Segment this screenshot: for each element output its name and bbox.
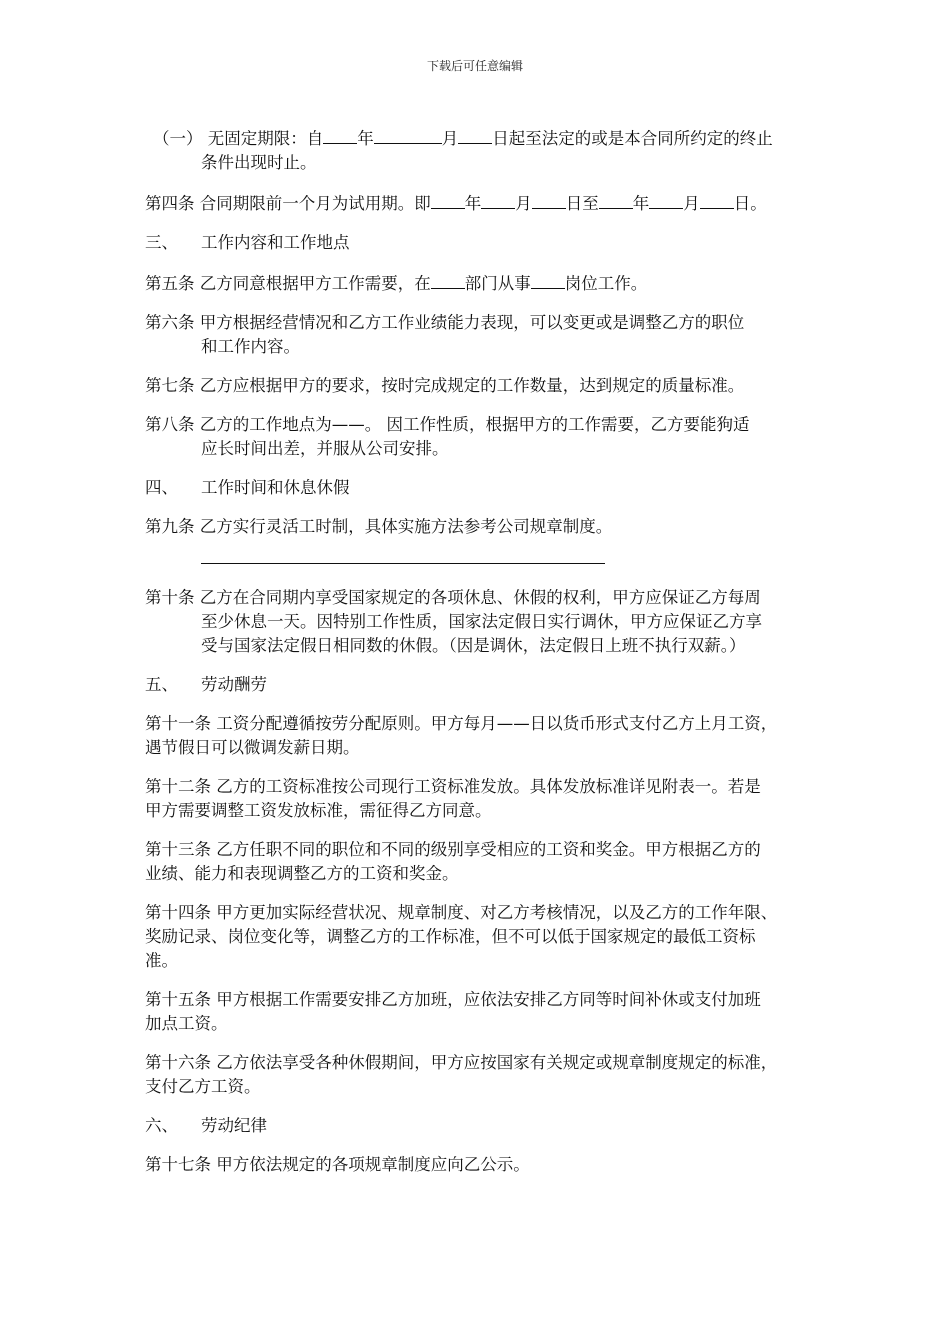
signature-rule [201, 549, 605, 564]
clause-16: 第十六条 乙方依法享受各种休假期间，甲方应按国家有关规定或规章制度规定的标准， 支付乙方工资。 [145, 1053, 778, 1096]
blank-month [374, 125, 442, 144]
clause-8: 第八条 乙方的工作地点为——。 因工作性质，根据甲方的工作需要，乙方要能狗适 应长时间出差，并服从公司安排。 [145, 415, 750, 458]
section-6-heading: 六、 劳动纪律 [145, 1116, 267, 1135]
section-5-heading: 五、 劳动酬劳 [145, 675, 267, 694]
blank-position [531, 270, 565, 289]
clause-7: 第七条 乙方应根据甲方的要求，按时完成规定的工作数量，达到规定的质量标准。 [145, 376, 745, 395]
clause-13: 第十三条 乙方任职不同的职位和不同的级别享受相应的工资和奖金。甲方根据乙方的 业绩、能力和表现调整乙方的工资和奖金。 [145, 840, 761, 883]
document-body [145, 125, 825, 1192]
blank-day [458, 125, 492, 144]
clause-6: 第六条 甲方根据经营情况和乙方工作业绩能力表现，可以变更或是调整乙方的职位 和工作内容。 [145, 313, 745, 356]
clause-15: 第十五条 甲方根据工作需要安排乙方加班，应依法安排乙方同等时间补休或支付加班 加点工资。 [145, 990, 761, 1033]
clause-10: 第十条 乙方在合同期内享受国家规定的各项休息、休假的权利，甲方应保证乙方每周 至少休息一天。因特别工作性质，国家法定假日实行调休，甲方应保证乙方享 受与国家法定假日相同数的休假。（因是调休，法定假日上班不执行双薪。） [145, 588, 762, 655]
blank-year [323, 125, 357, 144]
section-3-heading: 三、 工作内容和工作地点 [145, 233, 350, 252]
clause-indefinite-term: （一） 无固定期限：自 年 月 日起至法定的或是本合同所约定的终止 条件出现时止。 [153, 125, 825, 175]
section-4-heading: 四、 工作时间和休息休假 [145, 478, 350, 497]
clause-12: 第十二条 乙方的工资标准按公司现行工资标准发放。具体发放标准详见附表一。若是 甲方需要调整工资发放标准，需征得乙方同意。 [145, 777, 761, 820]
clause-14: 第十四条 甲方更加实际经营状况、规章制度、对乙方考核情况，以及乙方的工作年限、 奖励记录、岗位变化等，调整乙方的工作标准，但不可以低于国家规定的最低工资标 准。 [145, 903, 778, 970]
page-header: 下载后可任意编辑 [426, 59, 523, 73]
clause-17: 第十七条 甲方依法规定的各项规章制度应向乙公示。 [145, 1155, 530, 1174]
clause-5: 第五条 乙方同意根据甲方工作需要，在 部门从事 岗位工作。 [145, 270, 825, 296]
blank-department [431, 270, 465, 289]
clause-9: 第九条 乙方实行灵活工时制，具体实施方法参考公司规章制度。 [145, 517, 613, 536]
clause-11: 第十一条 工资分配遵循按劳分配原则。甲方每月——日以货币形式支付乙方上月工资， 遇节假日可以微调发薪日期。 [145, 714, 778, 757]
clause-4: 第四条 合同期限前一个月为试用期。即 年 月 日至 年 月 日。 [145, 190, 825, 216]
